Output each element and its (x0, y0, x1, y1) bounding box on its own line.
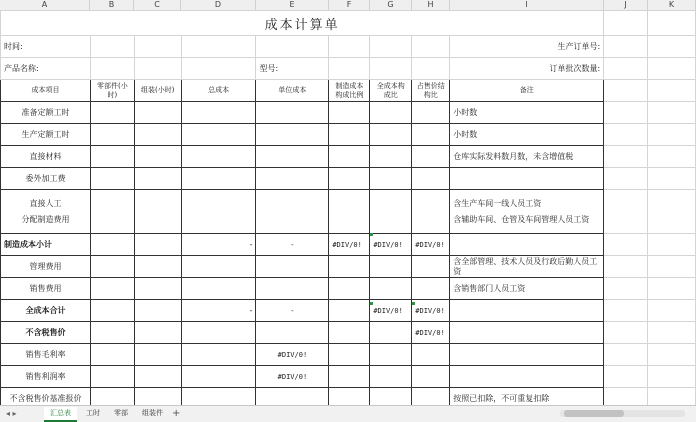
tab-summary[interactable]: 汇总表 (44, 407, 77, 422)
error-indicator-icon (370, 302, 373, 305)
error-indicator-icon (412, 302, 415, 305)
header-standard-hours[interactable]: 零部件(小时) (90, 80, 134, 102)
header-item[interactable]: 成本项目 (1, 80, 91, 102)
time-label[interactable]: 时间: (1, 36, 91, 58)
tab-parts[interactable]: 零部 (114, 409, 128, 417)
sheet-tab-bar (0, 405, 696, 422)
column-header-d[interactable]: D (181, 0, 256, 10)
table-row[interactable]: 直接材料 仓库实际发料数月数，未含增值税 (1, 146, 696, 168)
column-header-a[interactable]: A (0, 0, 90, 10)
header-mfg-ratio[interactable]: 制造成本构成比例 (329, 80, 370, 102)
table-row[interactable]: 生产定额工时 小时数 (1, 124, 696, 146)
header-unit-cost[interactable]: 单位成本 (256, 80, 329, 102)
table-row[interactable]: 销售费用 含销售部门人员工资 (1, 278, 696, 300)
column-header-c[interactable]: C (134, 0, 181, 10)
order-no-label[interactable]: 生产订单号: (450, 36, 604, 58)
model-label[interactable]: 型号: (256, 58, 329, 80)
table-row[interactable]: 不含税售价基准报价 按照已扣除，不可重复扣除 (1, 388, 696, 406)
sheet-nav-arrows-icon[interactable]: ◂ ▸ (6, 409, 17, 418)
scrollbar-thumb[interactable] (564, 410, 624, 417)
header-total-cost[interactable]: 总成本 (181, 80, 256, 102)
header-assembly-hours[interactable]: 组装(小时) (134, 80, 181, 102)
table-row[interactable]: 管理费用 含全部管理、技术人员及行政后勤人员工资 (1, 256, 696, 278)
table-row[interactable]: 销售利润率 #DIV/0! (1, 366, 696, 388)
table-row[interactable]: 准备定额工时 小时数 (1, 102, 696, 124)
header-price-ratio[interactable]: 占售价结构比 (412, 80, 450, 102)
column-header-e[interactable]: E (256, 0, 329, 10)
column-header-b[interactable]: B (90, 0, 134, 10)
product-label[interactable]: 产品名称: (1, 58, 91, 80)
column-header-k[interactable]: K (648, 0, 696, 10)
column-header-f[interactable]: F (329, 0, 370, 10)
header-full-ratio[interactable]: 全成本构成比 (370, 80, 412, 102)
column-header-g[interactable]: G (370, 0, 412, 10)
table-row[interactable]: 直接人工 分配制造费用 含生产车间一线人员工资 含辅助车间、仓管及车间管理人员工资 (1, 190, 696, 234)
tab-assembly[interactable]: 组装件 (142, 409, 163, 417)
table-row[interactable]: 全成本合计 - - #DIV/0! #DIV/0! (1, 300, 696, 322)
cell-grid[interactable] (0, 10, 696, 405)
error-indicator-icon (370, 233, 373, 236)
column-header-j[interactable]: J (604, 0, 648, 10)
column-header-h[interactable]: H (412, 0, 450, 10)
sheet-title[interactable]: 成本计算单 (1, 11, 604, 36)
batch-label[interactable]: 订单批次数量: (450, 58, 604, 80)
column-header-i[interactable]: I (450, 0, 604, 10)
horizontal-scrollbar[interactable] (560, 410, 685, 417)
add-sheet-icon[interactable]: + (172, 408, 181, 419)
table-row[interactable]: 销售毛利率 #DIV/0! (1, 344, 696, 366)
tab-hours[interactable]: 工时 (86, 409, 100, 417)
table-row[interactable]: 制造成本小计 - - #DIV/0! #DIV/0! #DIV/0! (1, 234, 696, 256)
table-row[interactable]: 委外加工费 (1, 168, 696, 190)
table-row[interactable]: 不含税售价 #DIV/0! (1, 322, 696, 344)
header-remarks[interactable]: 备注 (450, 80, 604, 102)
